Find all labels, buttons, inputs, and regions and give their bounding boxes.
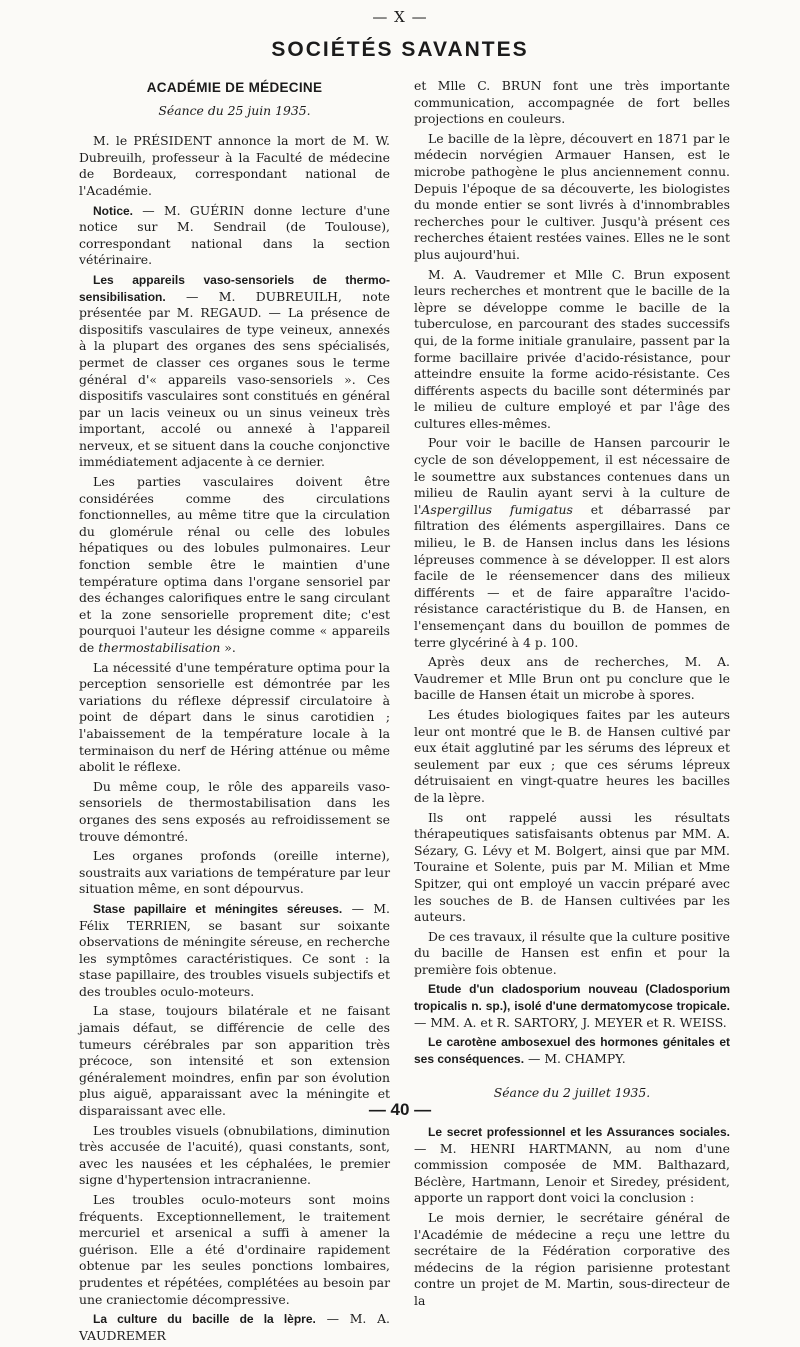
paragraph: Les troubles visuels (obnubilations, diminution très accusée de l'acuité), quasi constants, sont, avec les nausées et les céphalées, le premier signe d'hypertension intracranienne. bbox=[79, 1122, 390, 1188]
paragraph bbox=[79, 203, 390, 269]
paragraph bbox=[79, 272, 390, 471]
paragraph bbox=[79, 474, 390, 657]
paragraph-text: — M. CHAMPY. bbox=[524, 1050, 626, 1066]
paragraph bbox=[79, 1311, 390, 1344]
paragraph-text: — M. HENRI HARTMANN, au nom d'une commission composée de MM. Balthazard, Béclère, Hartmann, Lenoir et Siredey, président, apporte un rapport dont voici la conclusion : bbox=[414, 1140, 730, 1206]
paragraph-text: Pour voir le bacille de Hansen parcourir le cycle de son développement, il est nécessaire de le soumettre aux substances contenues dans un milieu de Raulin ayant servi à la culture de l' bbox=[414, 435, 730, 517]
paragraph-heading: Etude d'un cladosporium nouveau (Cladosporium tropicalis n. sp.), isolé d'une dermatomycose tropicale. bbox=[414, 982, 730, 1014]
paragraph-text: et débarrassé par filtration des éléments aspergillaires. Dans ce milieu, le B. de Hansen inclus dans les lésions lépreuses commence à se développer. Il est alors facile de le réensemencer dans des milieux différents — et de faire apparaître l'acido-résistance caractéristique du B. de Hansen, en l'ensemençant dans du bouillon de pommes de terre glycériné à 4 p. 100. bbox=[414, 501, 730, 650]
paragraph: Les études biologiques faites par les auteurs leur ont montré que le B. de Hansen cultivé par eux était agglutiné par les sérums des lépreux et seulement par eux ; que ces sérums lépreux détruisaient en vingt-quatre heures les bacilles de la lèpre. bbox=[414, 706, 730, 805]
paragraph-text: ». bbox=[220, 640, 236, 655]
paragraph: Après deux ans de recherches, M. A. Vaudremer et Mlle Brun ont pu conclure que le bacille de Hansen était un microbe à spores. bbox=[414, 654, 730, 703]
paragraph: Ils ont rappelé aussi les résultats thérapeutiques satisfaisants obtenus par MM. A. Sézary, G. Lévy et M. Bolgert, ainsi que par MM. Touraine et Solente, puis par M. Milian et Mme Spitzer, qui ont employé un vaccin préparé avec les souches de B. de Hansen cultivées par les auteurs. bbox=[414, 809, 730, 925]
paragraph-heading: La culture du bacille de la lèpre. bbox=[93, 1312, 316, 1327]
paragraph: Les troubles oculo-moteurs sont moins fréquents. Exceptionnellement, le traitement mercuriel et arsenical a suffi à amener la guérison. Elle a été d'ordinaire rapidement obtenue par les seules ponctions lombaires, prudentes et répétées, complétées au besoin par une craniectomie décompressive. bbox=[79, 1192, 390, 1307]
paragraph-text: — MM. A. et R. SARTORY, J. MEYER et R. WEISS. bbox=[414, 1014, 727, 1030]
page-title: SOCIÉTÉS SAVANTES bbox=[271, 38, 529, 61]
paragraph-heading: Stase papillaire et méningites séreuses. bbox=[93, 901, 343, 916]
paragraph-text: — M. A. VAUDREMER bbox=[79, 1311, 390, 1343]
paragraph: La stase, toujours bilatérale et ne faisant jamais défaut, se différencie de celle des tumeurs cérébrales par son apparition très précoce, son intensité et son extension généralement moindres, enfin par son évolution plus aiguë, apparaissant avec la méningite et disparaissant avec elle. bbox=[79, 1003, 390, 1119]
paragraph: Le mois dernier, le secrétaire général de l'Académie de médecine a reçu une lettre du secrétaire de la Fédération corporative des médecins de la région parisienne protestant contre un projet de M. Martin, sous-directeur de la bbox=[414, 1210, 730, 1308]
paragraph bbox=[414, 1034, 730, 1067]
paragraph-text: Les parties vasculaires doivent être considérées comme des circulations fonctionnelles, au même titre que la circulation du glomérule rénal ou celle des lobules hépatiques ou des lobules pulmonaires. Leur fonction semble être le maintien d'une température optima dans l'organe sensoriel par des échanges calorifiques entre le sang circulant et la zone sensorielle proprement dite; c'est pourquoi l'auteur les désigne comme « appareils de bbox=[79, 474, 390, 655]
seance-date: Séance du 25 juin 1935. bbox=[158, 102, 311, 118]
paragraph bbox=[79, 901, 390, 1001]
paragraph: Les organes profonds (oreille interne), soustraits aux variations de température par leur situation même, en sont dépourvus. bbox=[79, 848, 390, 897]
paragraph: De ces travaux, il résulte que la culture positive du bacille de Hansen est enfin et pour la première fois obtenue. bbox=[414, 928, 730, 977]
paragraph bbox=[414, 435, 730, 651]
left-column bbox=[79, 72, 390, 1347]
roman-page-marker: — X — bbox=[372, 8, 428, 26]
page-number: — 40 — bbox=[368, 1100, 432, 1119]
paragraph bbox=[414, 1124, 730, 1207]
italic-term: Aspergillus fumigatus bbox=[421, 501, 573, 517]
seance-date: Séance du 2 juillet 1935. bbox=[493, 1085, 651, 1101]
paragraph: M. le PRÉSIDENT annonce la mort de M. W. Dubreuilh, professeur à la Faculté de médecine de Bordeaux, correspondant national de l'Académie. bbox=[79, 133, 390, 198]
paragraph-heading: Le secret professionnel et les Assurances sociales. bbox=[428, 1125, 730, 1140]
paragraph: La nécessité d'une température optima pour la perception sensorielle est démontrée par les variations du réflexe dépressif circulatoire à point de départ dans le sinus carotidien ; l'abaissement de la température locale à la terminaison du nerf de Héring atténue ou même abolit le réflexe. bbox=[79, 659, 390, 775]
paragraph: Du même coup, le rôle des appareils vaso-sensoriels de thermostabilisation dans les organes des sens exposés au refroidissement se trouve démontré. bbox=[79, 778, 390, 844]
paragraph bbox=[414, 981, 730, 1031]
paragraph-heading: Le carotène ambosexuel des hormones génitales et ses conséquences. bbox=[414, 1035, 730, 1066]
paragraph: M. A. Vaudremer et Mlle C. Brun exposent leurs recherches et montrent que le bacille de la lèpre se développe comme le bacille de la tuberculose, en parcourant des stades successifs qui, de la forme initiale granulaire, passent par la forme bacillaire privée d'acido-résistance, pour atteindre ensuite la forme acido-résistante. Ces différents aspects du bacille sont déterminés par le milieu de culture employé et par l'âge des cultures elles-mêmes. bbox=[414, 266, 730, 431]
paragraph-text: — M. GUÉRIN donne lecture d'une notice sur M. Sendrail (de Toulouse), correspondant national dans la section vétérinaire. bbox=[79, 202, 390, 268]
paragraph: et Mlle C. BRUN font une très importante communication, accompagnée de fort belles projections en couleurs. bbox=[414, 78, 730, 127]
paragraph: Le bacille de la lèpre, découvert en 1871 par le médecin norvégien Armauer Hansen, est le microbe pathogène le plus anciennement connu. Depuis l'époque de sa découverte, les biologistes du monde entier se sont livrés à d'innombrables recherches pour le cultiver. Jusqu'à présent ces recherches étaient restées vaines. Elles ne le sont plus aujourd'hui. bbox=[414, 130, 730, 262]
section-heading: ACADÉMIE DE MÉDECINE bbox=[146, 80, 323, 95]
italic-term: thermostabilisation bbox=[98, 640, 221, 655]
right-column bbox=[414, 78, 730, 1313]
paragraph-text: — M. DUBREUILH, note présentée par M. REGAUD. — La présence de dispositifs vasculaires de type veineux, annexés à la plupart des organes des sens spécialisés, permet de classer ces organes sous le terme général d'« appareils vaso-sensoriels ». Ces dispositifs vasculaires sont constitués en général par un lacis veineux ou un sinus veineux très important, accolé ou annexé à l'appareil nerveux, et se situent dans la couche conjonctive immédiatement adjacente à ce dernier. bbox=[79, 288, 390, 470]
paragraph-heading: Notice. bbox=[93, 203, 134, 218]
paragraph-text: — M. Félix TERRIEN, se basant sur soixante observations de méningite séreuse, en recherche les symptômes caractéristiques. Ce sont : la stase papillaire, des troubles visuels subjectifs et des troubles oculo-moteurs. bbox=[79, 900, 390, 999]
paragraph-heading: Les appareils vaso-sensoriels de thermo-sensibilisation. bbox=[79, 272, 390, 304]
